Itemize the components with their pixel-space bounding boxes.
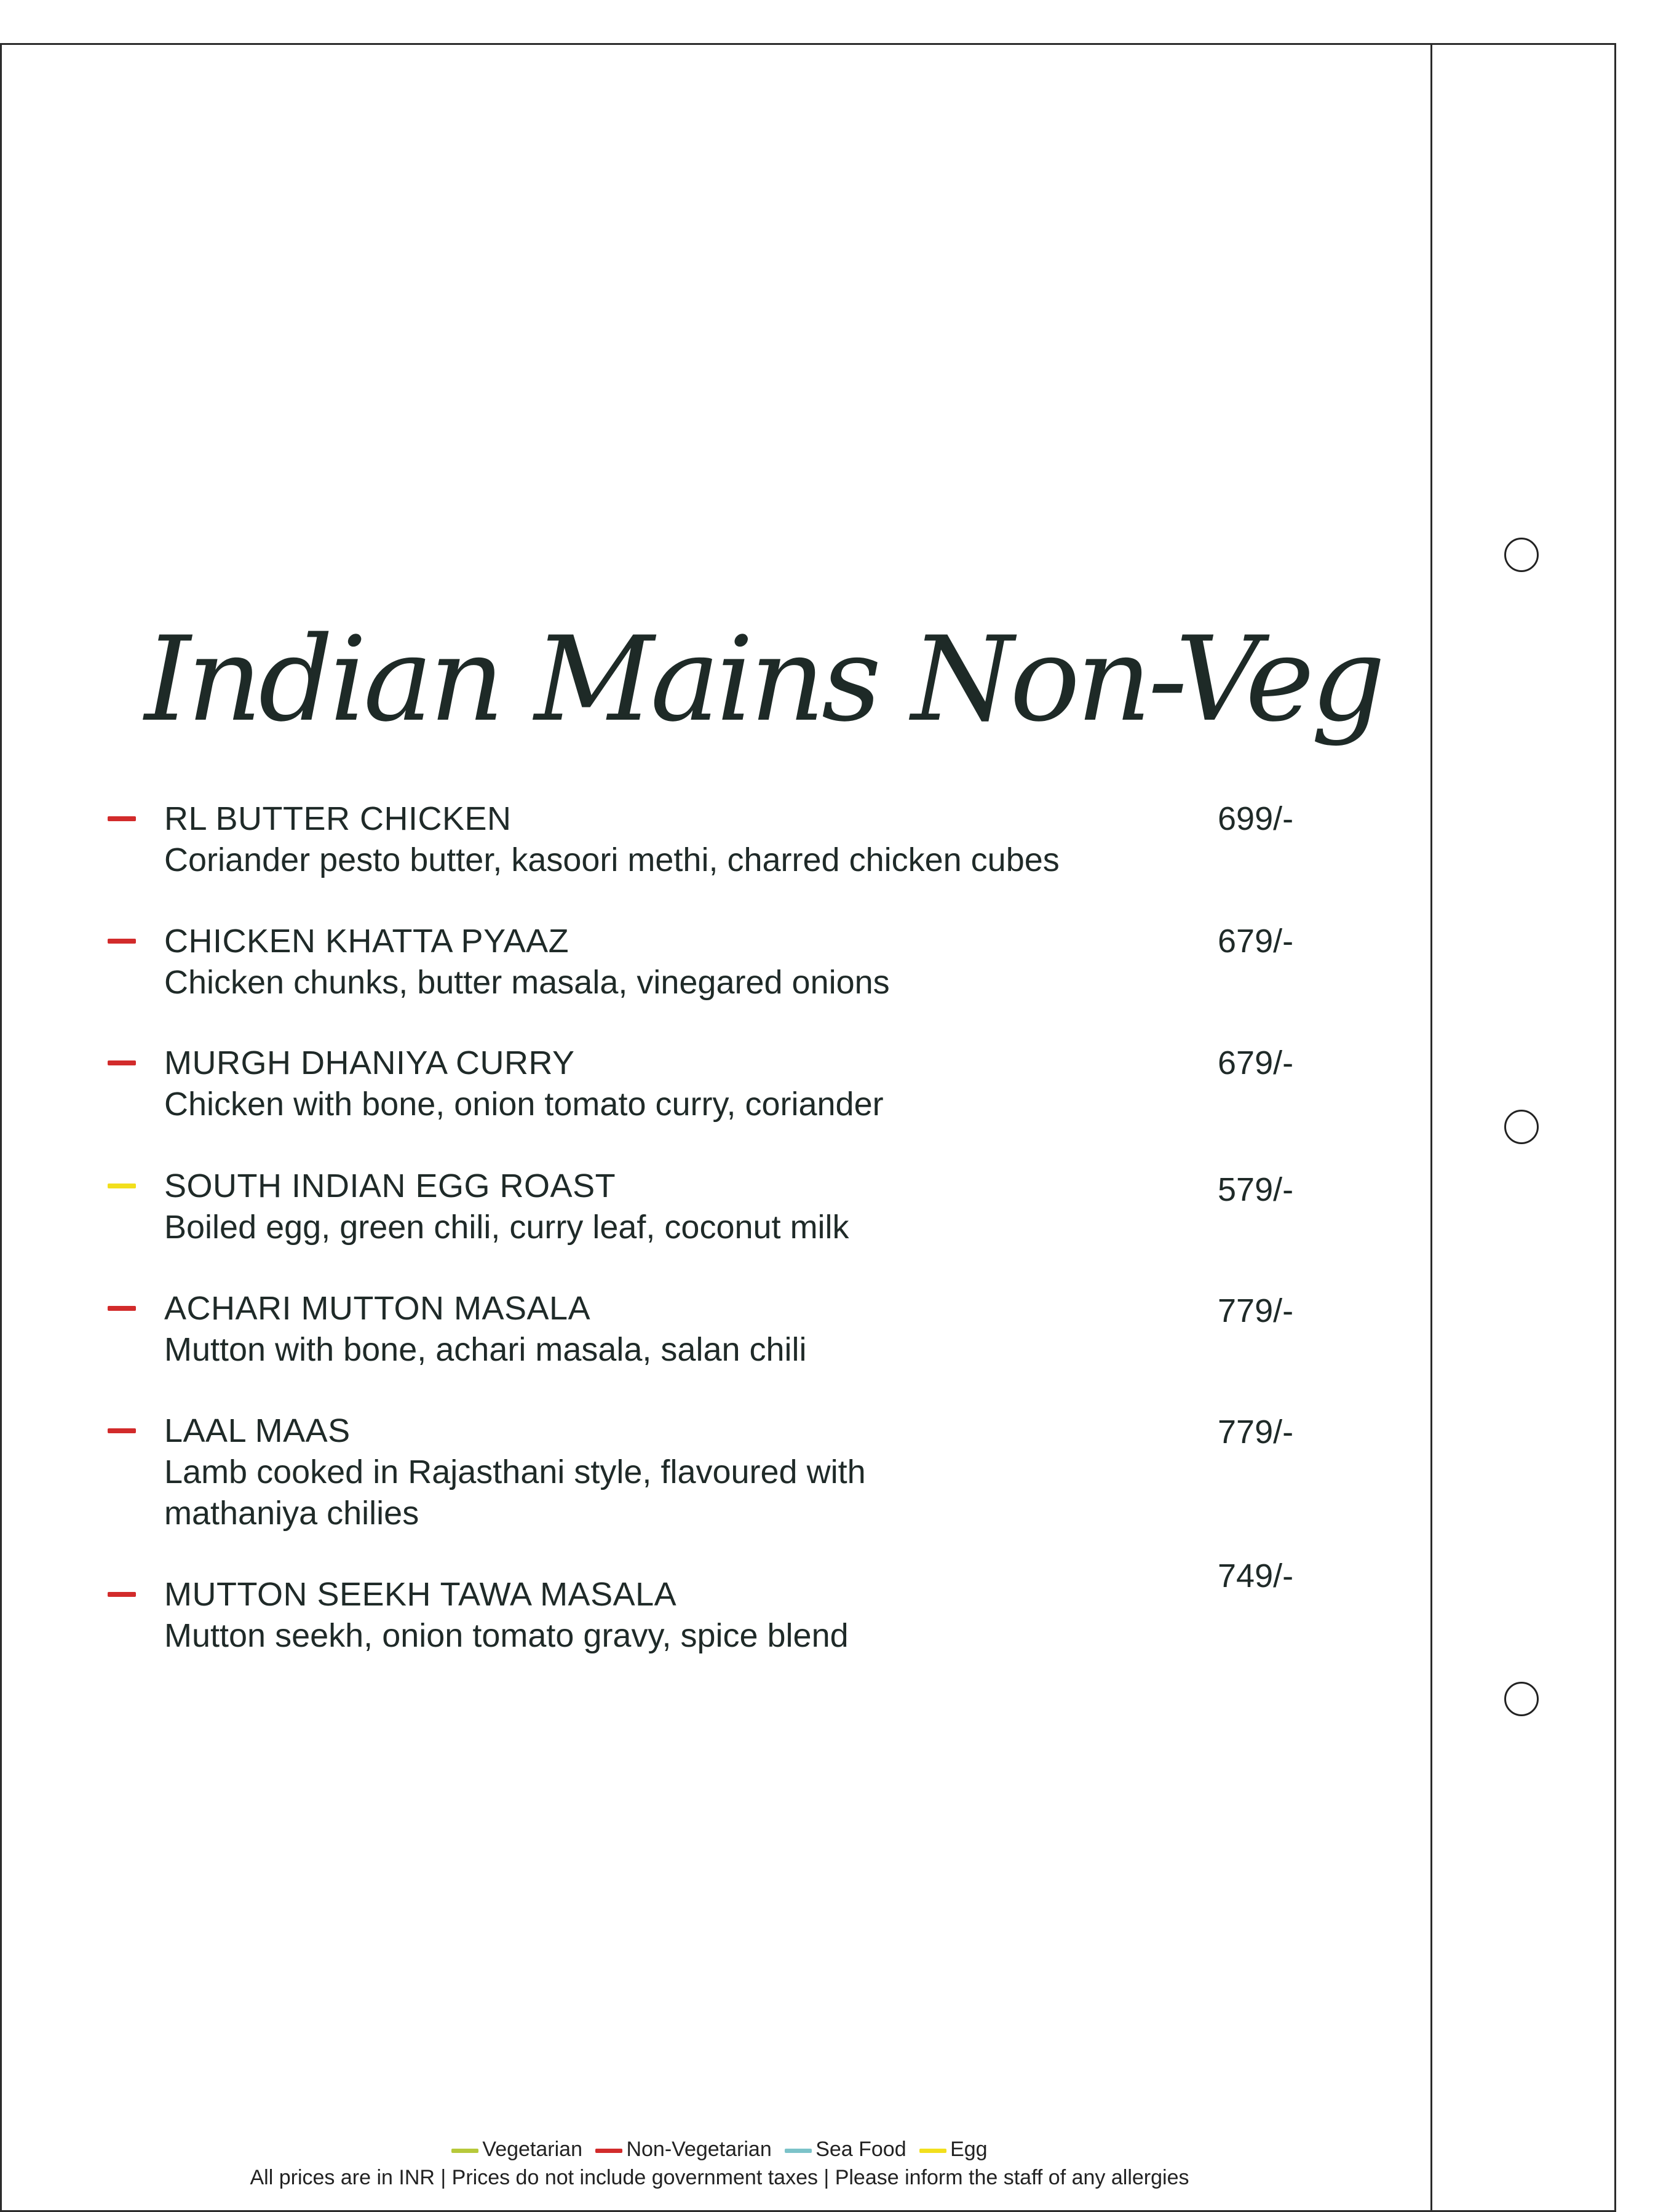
item-price: 749/- (1218, 1558, 1294, 1594)
non-veg-indicator-icon (108, 1592, 136, 1597)
item-name: ACHARI MUTTON MASALA (164, 1290, 591, 1327)
item-price: 699/- (1218, 800, 1294, 837)
non-veg-indicator-icon (595, 2149, 622, 2153)
legend-non-vegetarian: Non-Vegetarian (595, 2138, 771, 2162)
binding-divider (1430, 43, 1432, 2212)
item-price: 679/- (1218, 923, 1294, 960)
item-description: Mutton with bone, achari masala, salan chili (164, 1331, 807, 1368)
item-description: Chicken with bone, onion tomato curry, coriander (164, 1086, 884, 1123)
non-veg-indicator-icon (108, 939, 136, 944)
item-price: 779/- (1218, 1414, 1294, 1450)
non-veg-indicator-icon (108, 1060, 136, 1065)
non-veg-indicator-icon (108, 816, 136, 821)
item-description: Chicken chunks, butter masala, vinegared onions (164, 964, 890, 1001)
menu-page-frame (0, 43, 1616, 2212)
item-price: 579/- (1218, 1171, 1294, 1208)
non-veg-indicator-icon (108, 1306, 136, 1311)
item-name: MUTTON SEEKH TAWA MASALA (164, 1576, 677, 1613)
item-name: SOUTH INDIAN EGG ROAST (164, 1168, 616, 1204)
sea-food-indicator-icon (785, 2149, 812, 2153)
page-title: Indian Mains Non-Veg (145, 611, 1382, 747)
non-veg-indicator-icon (108, 1428, 136, 1433)
item-price: 679/- (1218, 1044, 1294, 1081)
egg-indicator-icon (108, 1184, 136, 1188)
item-price: 779/- (1218, 1292, 1294, 1329)
legend-vegetarian: Vegetarian (451, 2138, 582, 2162)
egg-indicator-icon (919, 2149, 946, 2153)
binder-hole-icon (1504, 538, 1539, 572)
vegetarian-indicator-icon (451, 2149, 478, 2153)
item-name: LAAL MAAS (164, 1412, 351, 1449)
diet-legend (0, 2138, 1439, 2162)
legend-egg: Egg (919, 2138, 988, 2162)
item-description: Mutton seekh, onion tomato gravy, spice blend (164, 1617, 849, 1654)
item-name: RL BUTTER CHICKEN (164, 800, 512, 837)
legend-sea-food: Sea Food (785, 2138, 906, 2162)
item-name: CHICKEN KHATTA PYAAZ (164, 923, 569, 960)
item-description: Boiled egg, green chili, curry leaf, coconut milk (164, 1209, 849, 1246)
footer-note: All prices are in INR | Prices do not include government taxes | Please inform the staff of any allergies (250, 2166, 1189, 2189)
binder-hole-icon (1504, 1110, 1539, 1144)
item-description: Coriander pesto butter, kasoori methi, charred chicken cubes (164, 841, 1060, 878)
item-description: Lamb cooked in Rajasthani style, flavoured with mathaniya chilies (164, 1454, 866, 1532)
binder-hole-icon (1504, 1682, 1539, 1716)
item-name: MURGH DHANIYA CURRY (164, 1044, 575, 1081)
